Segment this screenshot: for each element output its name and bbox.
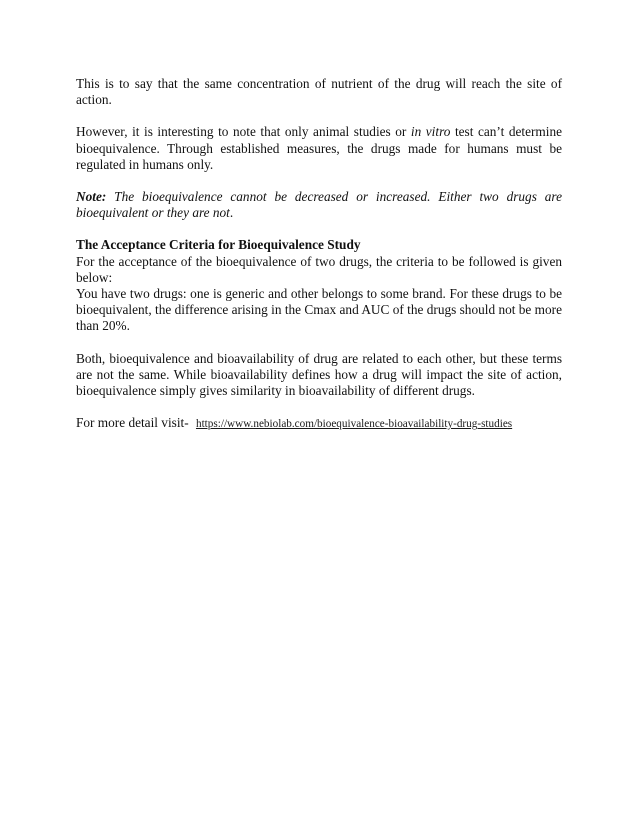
spacer — [76, 399, 562, 415]
section-heading: The Acceptance Criteria for Bioequivalence Study — [76, 237, 361, 253]
note-paragraph — [76, 189, 562, 221]
note-label: Note: — [76, 189, 107, 205]
criteria-intro: For the acceptance of the bioequivalence of two drugs, the criteria to be followed is given below: — [76, 253, 562, 285]
document-page — [76, 76, 562, 432]
paragraph-in-vitro — [76, 124, 562, 173]
in-vitro-term: in vitro — [410, 124, 451, 140]
source-link[interactable]: https://www.nebiolab.com/bioequivalence-bioavailability-drug-studies — [195, 418, 513, 431]
spacer — [76, 221, 562, 237]
spacer — [76, 335, 562, 351]
more-detail-label: For more detail visit- — [76, 415, 189, 431]
criteria-detail: You have two drugs: one is generic and other belongs to some brand. For these drugs to be bioequivalent, the difference arising in the Cmax and AUC of the drugs should not be more than 20%. — [76, 286, 562, 334]
paragraph-bioavailability: Both, bioequivalence and bioavailability of drug are related to each other, but these terms are not the same. While bioavailability defines how a drug will impact the site of action, bioequivalence simply gives similarity in bioavailability of different drugs. — [76, 350, 562, 399]
paragraph-in-vitro-before: However, it is interesting to note that only animal studies or — [76, 124, 411, 140]
paragraph-site-of-action: This is to say that the same concentration of nutrient of the drug will reach the site of action. — [76, 76, 562, 108]
paragraph-in-vitro-after: test can’t determine bioequivalence. Through established measures, the drugs made for humans must be regulated in humans only. — [76, 124, 562, 172]
note-end: . — [229, 205, 234, 221]
spacer — [76, 173, 562, 189]
more-detail-row — [76, 415, 562, 432]
note-text: The bioequivalence cannot be decreased or increased. Either two drugs are bioequivalent or they are not — [76, 189, 562, 221]
spacer — [76, 108, 562, 124]
